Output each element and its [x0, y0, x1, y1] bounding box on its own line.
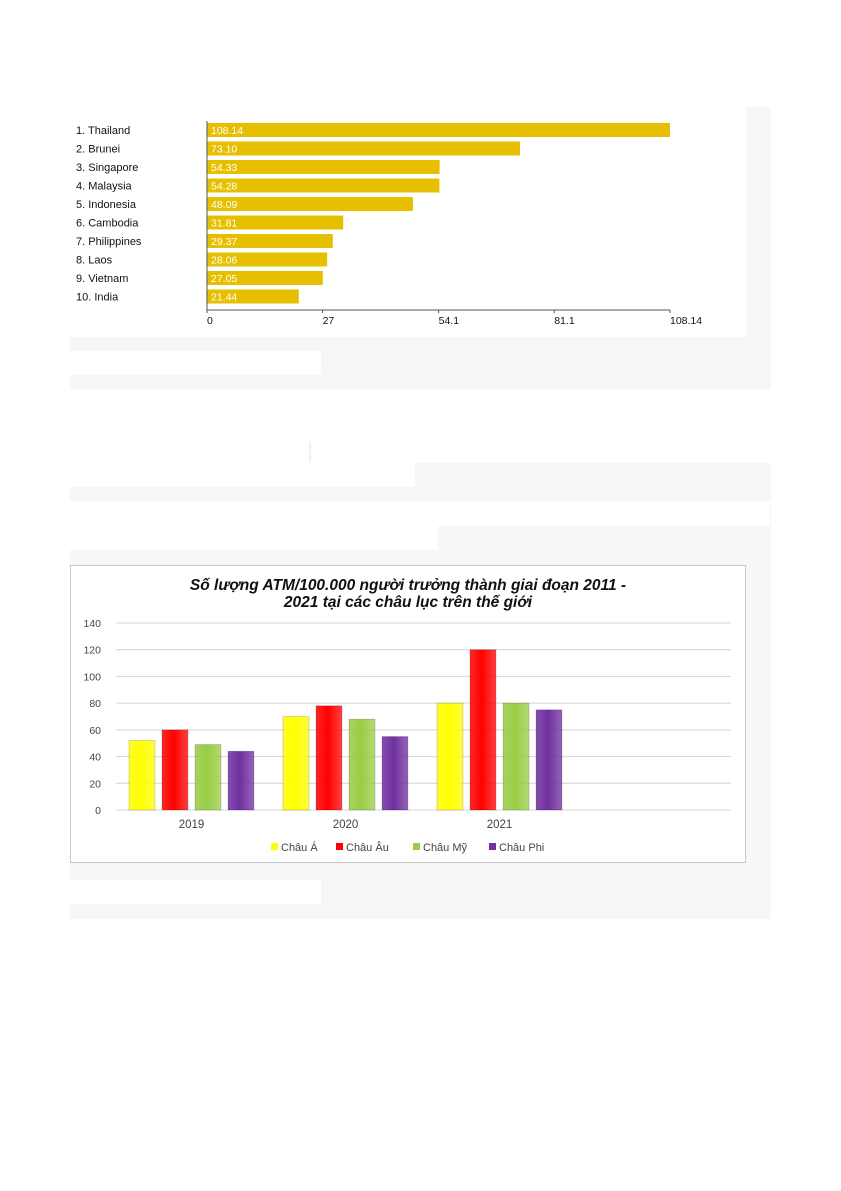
category-label: 5. Indonesia — [76, 199, 136, 211]
bar — [382, 737, 408, 810]
bar — [207, 160, 440, 174]
y-tick-label: 80 — [89, 698, 101, 711]
category-label: 6. Cambodia — [76, 217, 139, 230]
category-label: 3. Singapore — [76, 162, 139, 174]
bar-value-label: 27.05 — [211, 273, 238, 285]
legend-swatch — [271, 843, 278, 850]
x-tick-label: 81.1 — [554, 315, 575, 327]
bar-value-label: 54.33 — [211, 162, 238, 174]
y-tick-label: 140 — [83, 618, 101, 630]
bar-value-label: 54.28 — [211, 180, 238, 193]
chart1-category-labels — [76, 125, 142, 304]
legend-swatch — [489, 843, 496, 850]
category-label: 7. Philippines — [76, 236, 142, 248]
bar — [349, 719, 375, 810]
chart2-title — [190, 577, 626, 611]
y-tick-label: 100 — [83, 671, 101, 684]
bar — [228, 751, 254, 810]
y-tick-label: 40 — [89, 751, 101, 764]
bar — [316, 706, 342, 810]
y-tick-label: 120 — [83, 644, 101, 657]
x-tick-label: 2021 — [486, 819, 513, 831]
bar-value-label: 28.06 — [211, 254, 238, 267]
bar — [195, 745, 221, 810]
bar-value-label: 31.81 — [211, 217, 238, 230]
y-tick-label: 0 — [95, 805, 101, 817]
bar-value-label: 29.37 — [211, 236, 238, 248]
x-tick-label: 108.14 — [670, 315, 703, 327]
category-label: 1. Thailand — [76, 125, 131, 137]
bar-value-label: 108.14 — [211, 125, 244, 137]
x-tick-label: 54.1 — [438, 315, 460, 327]
chart1-bars — [207, 123, 670, 304]
chart-title-line: 2021 tại các châu lục trên thế giới — [283, 594, 533, 611]
bar-value-label: 73.10 — [211, 143, 238, 156]
bar-value-label: 21.44 — [211, 291, 238, 304]
category-label: 10. India — [76, 291, 119, 304]
legend-swatch — [413, 843, 420, 850]
bar-value-label: 48.09 — [211, 199, 238, 211]
y-tick-label: 20 — [89, 778, 101, 791]
bar — [129, 741, 155, 810]
bar — [207, 197, 413, 211]
legend-label: Châu Mỹ — [423, 842, 468, 854]
cursor-mark — [309, 442, 311, 462]
chart2-grouped-bar — [71, 566, 745, 862]
bar — [470, 650, 496, 810]
chart1-hbar — [70, 107, 746, 337]
x-tick-label: 2020 — [332, 819, 359, 831]
category-label: 2. Brunei — [76, 143, 121, 156]
bar — [503, 703, 529, 810]
x-tick-label: 27 — [322, 315, 335, 327]
legend-label: Châu Phi — [499, 842, 545, 854]
bar — [162, 730, 188, 810]
chart2-frame — [70, 565, 746, 863]
bar — [437, 703, 463, 810]
text-band-3-cut — [70, 526, 438, 550]
chart-title-line: Số lượng ATM/100.000 người trưởng thành giai đoạn 2011 - — [189, 577, 627, 594]
legend-swatch — [336, 843, 343, 850]
bar — [207, 179, 439, 193]
bar — [536, 710, 562, 810]
x-tick-label: 0 — [207, 315, 213, 327]
bar — [283, 717, 309, 811]
category-label: 8. Laos — [76, 254, 113, 267]
text-band-1-cut — [70, 463, 415, 487]
category-label: 9. Vietnam — [76, 273, 129, 285]
text-band-2-cut — [70, 501, 770, 526]
x-tick-label: 2019 — [178, 819, 205, 831]
caption-placeholder-1 — [70, 351, 321, 375]
chart2-legend — [271, 841, 544, 854]
legend-label: Châu Á — [281, 842, 318, 854]
category-label: 4. Malaysia — [76, 180, 132, 193]
legend-label: Châu Âu — [346, 842, 389, 854]
y-tick-label: 60 — [89, 724, 101, 737]
bar — [207, 142, 520, 156]
bar — [207, 123, 670, 137]
caption-placeholder-2 — [70, 880, 321, 904]
